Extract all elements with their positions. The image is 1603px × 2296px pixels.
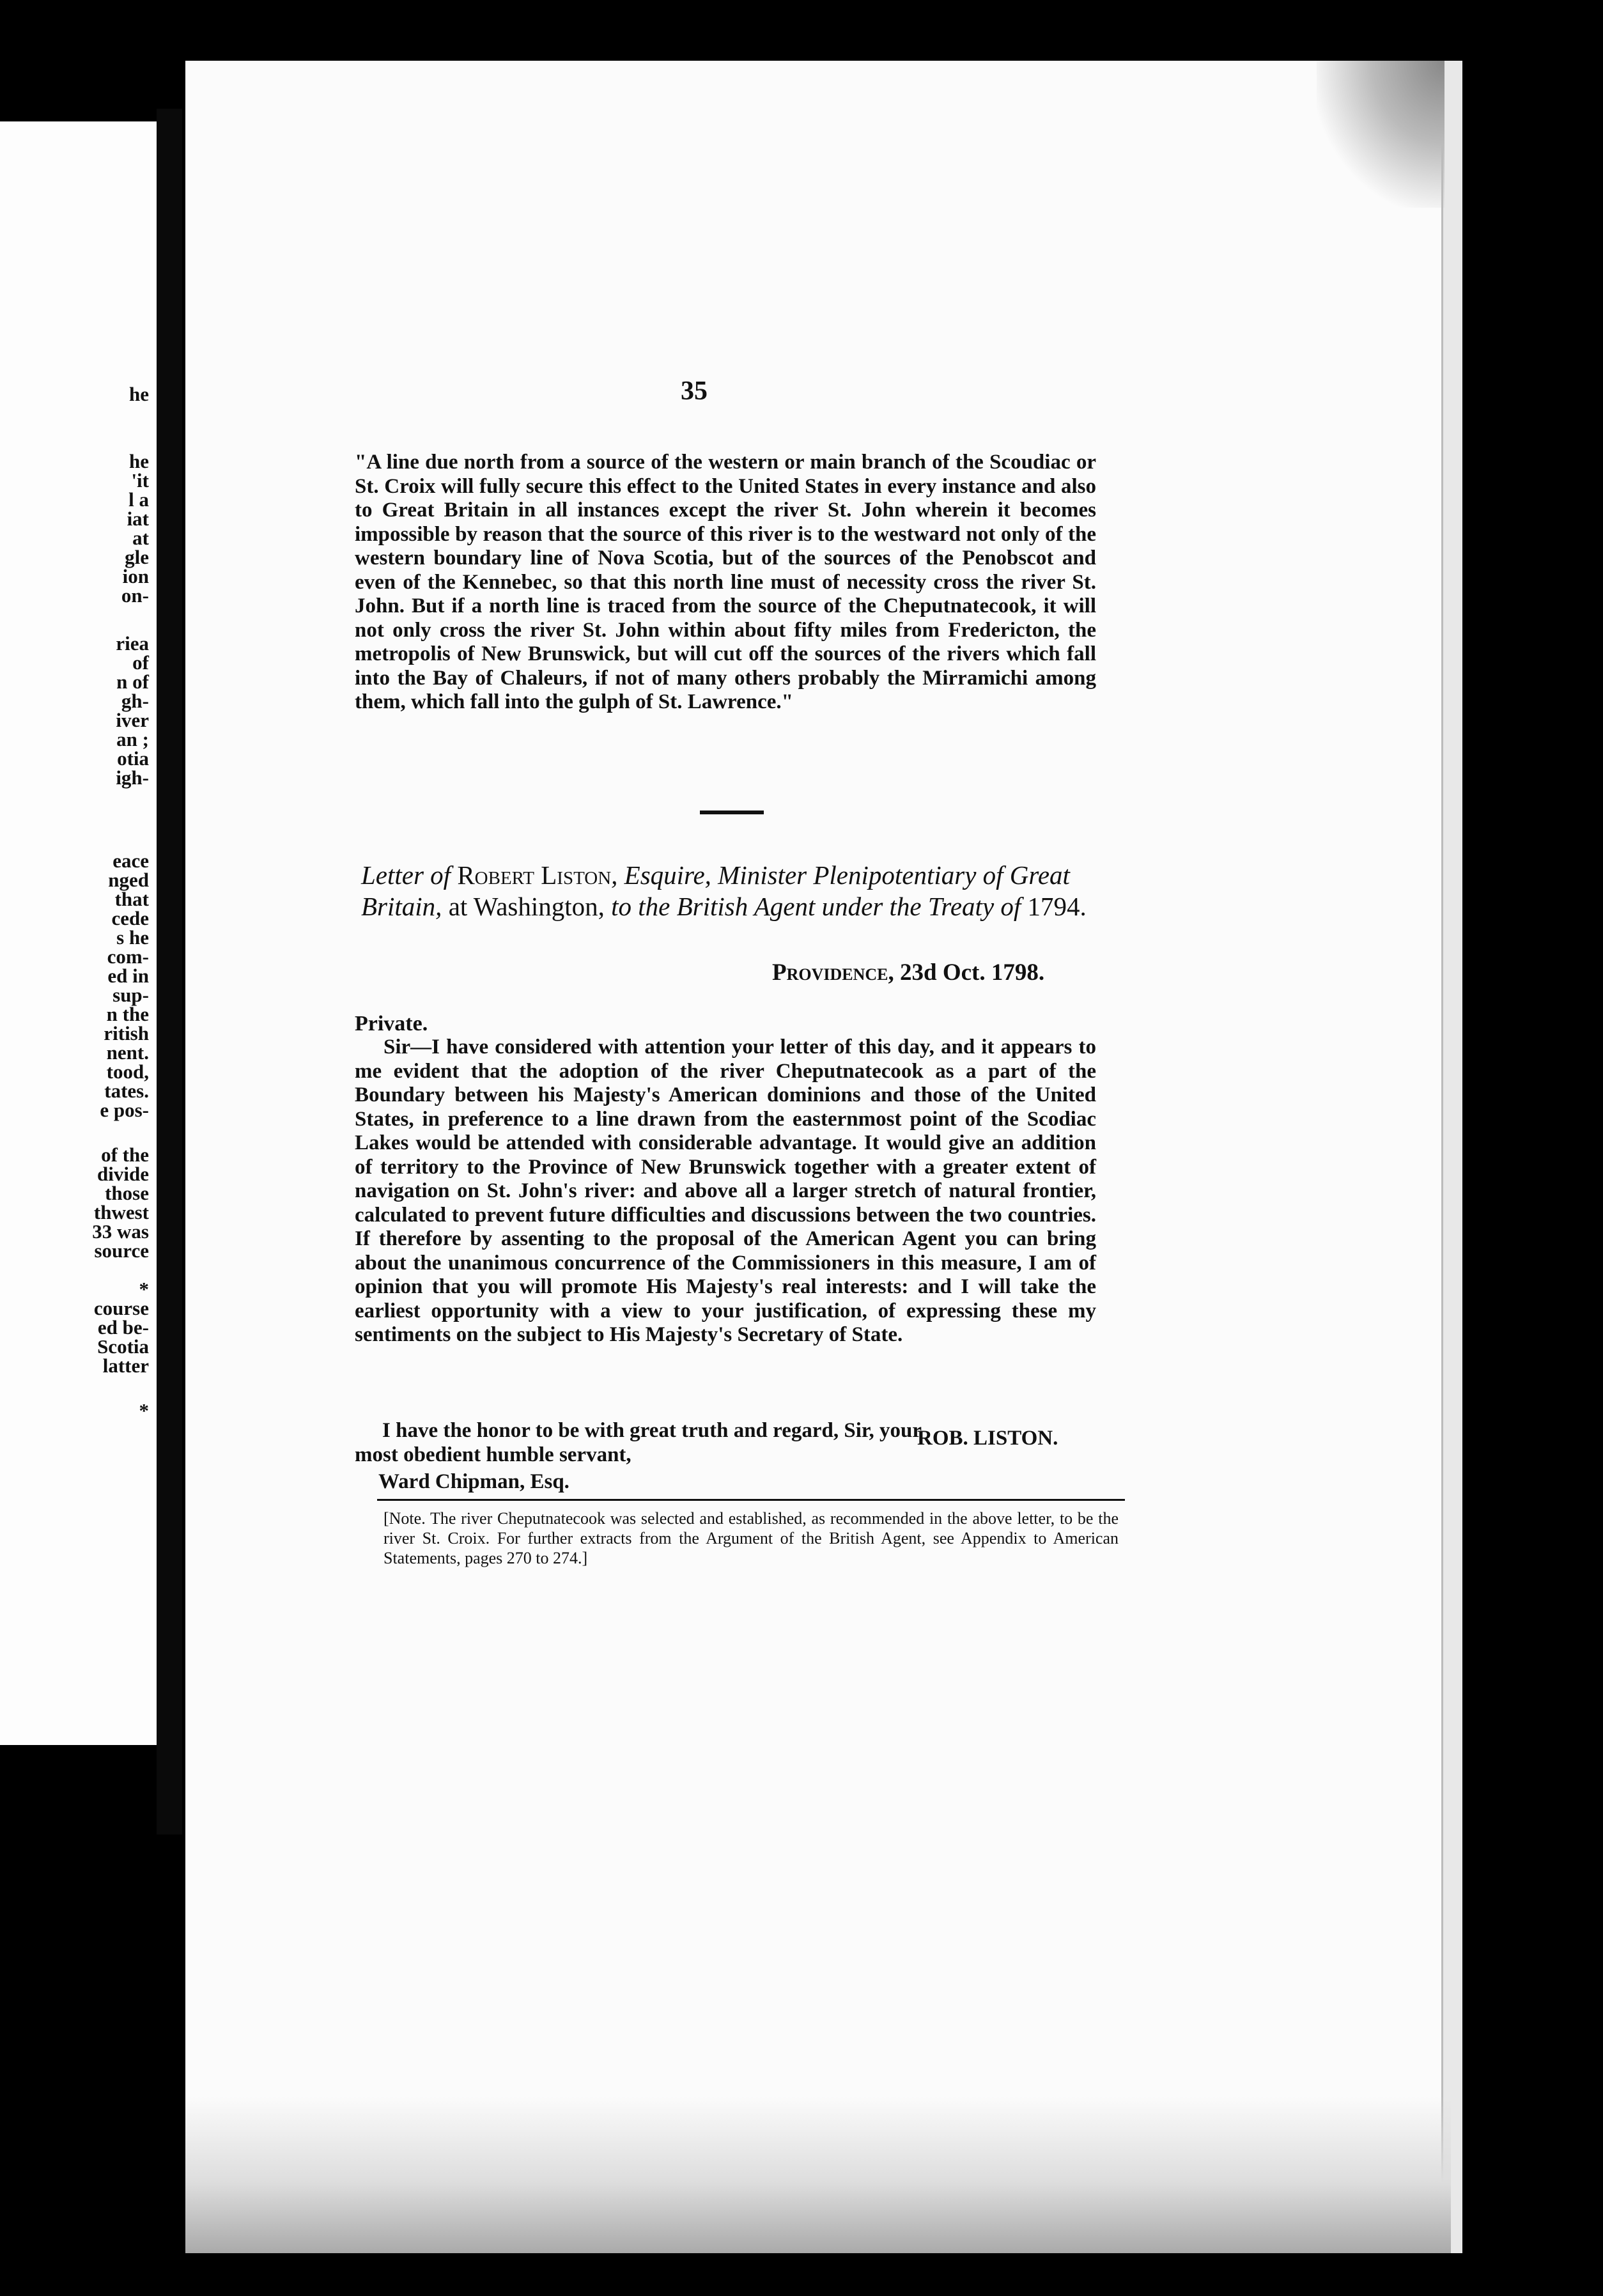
facing-page-line: riea bbox=[116, 632, 149, 655]
heading-name: Robert Liston bbox=[457, 860, 612, 890]
heading-year: 1794. bbox=[1027, 892, 1087, 921]
facing-page-line: ed in bbox=[107, 965, 149, 987]
facing-page-line: on- bbox=[121, 584, 149, 607]
facing-page-line: gle bbox=[125, 546, 149, 568]
facing-page-line: eace bbox=[112, 849, 149, 872]
facing-page-line: tood, bbox=[106, 1060, 149, 1083]
facing-page-line: e pos- bbox=[100, 1099, 149, 1121]
dateline-place: Providence bbox=[772, 959, 888, 986]
facing-page-line: he bbox=[129, 383, 149, 405]
facing-page-line: n the bbox=[106, 1003, 149, 1025]
facing-page-line: an ; bbox=[116, 728, 149, 750]
facing-page-line: otia bbox=[117, 747, 149, 770]
page-stain-top bbox=[1317, 61, 1444, 208]
gutter bbox=[157, 109, 182, 1834]
facing-page-line: n of bbox=[116, 671, 149, 693]
salutation: Private. bbox=[355, 1012, 428, 1036]
facing-page-line: gh- bbox=[121, 690, 149, 712]
note-divider bbox=[377, 1499, 1125, 1501]
page-number: 35 bbox=[681, 376, 708, 406]
signature: ROB. LISTON. bbox=[917, 1427, 1058, 1450]
facing-page-line: course bbox=[93, 1297, 149, 1319]
heading-prefix: Letter of bbox=[361, 860, 458, 890]
dateline-date: , 23d Oct. 1798. bbox=[888, 959, 1045, 986]
quote-paragraph bbox=[355, 451, 1096, 715]
facing-page-line: 'it bbox=[131, 469, 149, 492]
page-stain-bottom bbox=[185, 2097, 1451, 2253]
addressee: Ward Chipman, Esq. bbox=[378, 1470, 569, 1493]
facing-page-line: ritish bbox=[104, 1022, 149, 1044]
letter-body bbox=[355, 1036, 1096, 1347]
facing-page-line: iver bbox=[116, 709, 149, 731]
letter-paragraph: Sir—I have considered with attention your letter of this day, and it appears to me evident that the adoption of the river Cheputnatecook as a part of the Boundary between his Majesty's American dominions and those of the United States, in preference to a line drawn from the easternmost point of the Scodiac Lakes would be attended with considerable advantage. It would give an addition of territory to the Province of New Brunswick together with a greater extent of navigation on St. John's river: and above all a larger stretch of natural frontier, calculated to prevent future difficulties and discussions between the two countries. If therefore by assenting to the proposal of the American Agent you can bring about the unanimous concurrence of the Commissioners in this measure, I am of opinion that you will promote His Majesty's real interests: and I will take the earliest opportunity with a view to your justification, of expressing these my sentiments on the subject to His Majesty's Secretary of State. bbox=[355, 1036, 1096, 1346]
facing-page-line: he bbox=[129, 450, 149, 472]
closing-line-1: I have the honor to be with great truth and regard, Sir, your bbox=[382, 1419, 922, 1442]
facing-page-line: thwest bbox=[93, 1201, 149, 1223]
facing-page-line: * bbox=[139, 1399, 149, 1422]
facing-page-line: nged bbox=[108, 869, 149, 891]
facing-page-line: cede bbox=[111, 907, 149, 929]
heading-recipient: to the British Agent under the Treaty of bbox=[611, 892, 1028, 921]
footnote: [Note. The river Cheputnatecook was selected and established, as recommended in the above letter, to be the river St. Croix. For further extracts from the Argument of the British Agent, see Appendix to American Statements, pages 270 to 274.] bbox=[383, 1509, 1119, 1567]
quote-text: "A line due north from a source of the western or main branch of the Scoudiac or St. Croix will fully secure this effect to the United States in every instance and also to Great Britain in all instances except the river St. John wherein it becomes impossible by reason that the source of this river is to the westward not only of the western boundary line of Nova Scotia, but of the sources of the Penobscot and even of the Kennebec, so that this north line must of necessity cross the river St. John. But if a north line is traced from the source of the Cheputnatecook, it will not only cross the river St. John within about fifty miles from Fredericton, the metropolis of New Brunswick, but will cut off the sources of the rivers which fall into the Bay of Chaleurs, if not of many others probably the Mirramichi among them, which fall into the gulph of St. Lawrence." bbox=[355, 451, 1096, 713]
section-divider bbox=[700, 811, 764, 814]
facing-page-line: sup- bbox=[112, 984, 149, 1006]
heading-title: , Esquire, Minister Plenipotentiary of Great Britain, bbox=[361, 860, 1070, 921]
closing-line-2: most obedient humble servant, bbox=[355, 1443, 631, 1466]
facing-page-line: that bbox=[114, 888, 149, 910]
heading-location: at Washington, bbox=[448, 892, 612, 921]
facing-page-line: iat bbox=[127, 508, 149, 530]
facing-page-line: of bbox=[132, 651, 149, 674]
facing-page-line: s he bbox=[116, 926, 149, 949]
facing-page-line: igh- bbox=[116, 766, 149, 789]
facing-page-line: ed be- bbox=[97, 1316, 149, 1338]
facing-page-line: those bbox=[105, 1182, 149, 1204]
facing-page-line: com- bbox=[107, 945, 149, 968]
facing-page-line: tates. bbox=[104, 1080, 149, 1102]
facing-page-line: at bbox=[132, 527, 149, 549]
page-edge bbox=[1441, 61, 1462, 2253]
facing-page bbox=[0, 121, 162, 1745]
facing-page-line: * bbox=[139, 1278, 149, 1300]
facing-page-line: 33 was bbox=[92, 1220, 149, 1243]
facing-page-line: latter bbox=[102, 1354, 149, 1377]
facing-page-line: ion bbox=[122, 565, 149, 587]
letter-heading bbox=[361, 860, 1096, 922]
facing-page-line: source bbox=[94, 1239, 149, 1262]
facing-page-line: nent. bbox=[106, 1041, 149, 1064]
dateline bbox=[772, 959, 1044, 986]
facing-page-line: divide bbox=[97, 1163, 149, 1185]
facing-page-line: l a bbox=[128, 488, 149, 511]
facing-page-line: Scotia bbox=[97, 1335, 149, 1358]
facing-page-line: of the bbox=[101, 1144, 149, 1166]
